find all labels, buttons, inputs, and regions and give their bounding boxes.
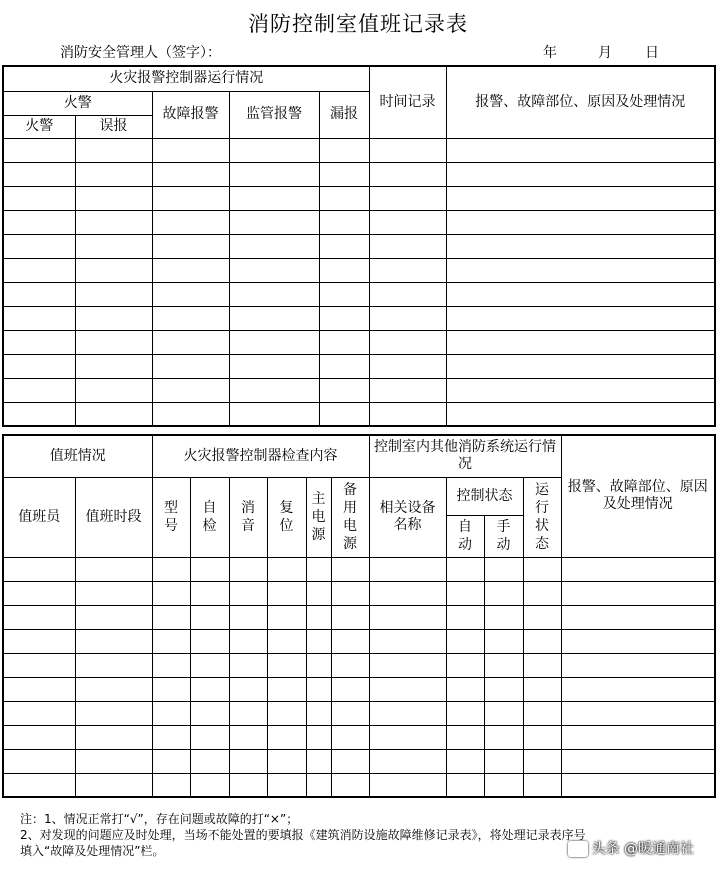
entry-cell[interactable] bbox=[3, 138, 75, 162]
entry-cell[interactable] bbox=[369, 653, 446, 677]
entry-cell[interactable] bbox=[152, 306, 229, 330]
entry-cell[interactable] bbox=[229, 725, 267, 749]
entry-cell[interactable] bbox=[3, 378, 75, 402]
table-row bbox=[3, 282, 715, 306]
entry-cell[interactable] bbox=[229, 581, 267, 605]
entry-cell[interactable] bbox=[446, 234, 715, 258]
entry-cell[interactable] bbox=[523, 557, 561, 581]
entry-cell[interactable] bbox=[229, 354, 319, 378]
entry-cell[interactable] bbox=[152, 378, 229, 402]
entry-cell[interactable] bbox=[75, 378, 152, 402]
entry-cell[interactable] bbox=[3, 234, 75, 258]
entry-cell[interactable] bbox=[369, 234, 446, 258]
entry-cell[interactable] bbox=[152, 725, 190, 749]
entry-cell[interactable] bbox=[229, 557, 267, 581]
entry-cell[interactable] bbox=[561, 749, 715, 773]
entry-cell[interactable] bbox=[75, 677, 152, 701]
entry-cell[interactable] bbox=[523, 701, 561, 725]
backup-power-header: 备用电源 bbox=[331, 477, 369, 557]
entry-cell[interactable] bbox=[3, 210, 75, 234]
table-row bbox=[3, 653, 715, 677]
entry-cell[interactable] bbox=[152, 210, 229, 234]
entry-cell[interactable] bbox=[306, 677, 331, 701]
entry-cell[interactable] bbox=[267, 773, 306, 797]
table-row bbox=[3, 354, 715, 378]
entry-cell[interactable] bbox=[152, 677, 190, 701]
entry-cell[interactable] bbox=[561, 701, 715, 725]
entry-cell[interactable] bbox=[561, 581, 715, 605]
entry-cell[interactable] bbox=[3, 677, 75, 701]
entry-cell[interactable] bbox=[484, 581, 523, 605]
note-line-3: 填入“故障及处理情况”栏。 bbox=[20, 844, 165, 858]
entry-cell[interactable] bbox=[446, 773, 484, 797]
entry-cell[interactable] bbox=[369, 378, 446, 402]
entry-cell[interactable] bbox=[190, 629, 229, 653]
run-state-header: 运行状态 bbox=[523, 477, 561, 557]
entry-cell[interactable] bbox=[446, 186, 715, 210]
manual-header: 手动 bbox=[484, 515, 523, 557]
entry-cell[interactable] bbox=[331, 725, 369, 749]
inspection-header: 火灾报警控制器检查内容 bbox=[152, 435, 369, 477]
entry-cell[interactable] bbox=[3, 354, 75, 378]
model-header: 型号 bbox=[152, 477, 190, 557]
reset-header: 复位 bbox=[267, 477, 306, 557]
table-row bbox=[3, 677, 715, 701]
entry-cell[interactable] bbox=[75, 306, 152, 330]
entry-cell[interactable] bbox=[369, 557, 446, 581]
entry-cell[interactable] bbox=[319, 354, 369, 378]
entry-cell[interactable] bbox=[3, 402, 75, 426]
entry-cell[interactable] bbox=[523, 749, 561, 773]
table-row bbox=[3, 378, 715, 402]
entry-cell[interactable] bbox=[446, 354, 715, 378]
entry-cell[interactable] bbox=[446, 330, 715, 354]
handling-header: 报警、故障部位、原因及处理情况 bbox=[446, 66, 715, 138]
entry-cell[interactable] bbox=[267, 605, 306, 629]
entry-cell[interactable] bbox=[75, 234, 152, 258]
entry-cell[interactable] bbox=[190, 653, 229, 677]
supervisory-alarm-header: 监管报警 bbox=[229, 91, 319, 138]
entry-cell[interactable] bbox=[229, 138, 319, 162]
table-row bbox=[3, 402, 715, 426]
entry-cell[interactable] bbox=[152, 162, 229, 186]
entry-cell[interactable] bbox=[306, 581, 331, 605]
entry-cell[interactable] bbox=[75, 330, 152, 354]
entry-cell[interactable] bbox=[75, 725, 152, 749]
entry-cell[interactable] bbox=[369, 306, 446, 330]
entry-cell[interactable] bbox=[369, 677, 446, 701]
entry-cell[interactable] bbox=[229, 282, 319, 306]
duty-inspection-table bbox=[2, 434, 716, 798]
silence-header: 消音 bbox=[229, 477, 267, 557]
entry-cell[interactable] bbox=[331, 749, 369, 773]
entry-cell[interactable] bbox=[152, 701, 190, 725]
entry-cell[interactable] bbox=[229, 186, 319, 210]
entry-cell[interactable] bbox=[446, 629, 484, 653]
fault-alarm-header: 故障报警 bbox=[152, 91, 229, 138]
entry-cell[interactable] bbox=[75, 581, 152, 605]
entry-cell[interactable] bbox=[331, 629, 369, 653]
entry-cell[interactable] bbox=[446, 605, 484, 629]
entry-cell[interactable] bbox=[75, 773, 152, 797]
entry-cell[interactable] bbox=[3, 330, 75, 354]
entry-cell[interactable] bbox=[306, 749, 331, 773]
entry-cell[interactable] bbox=[446, 378, 715, 402]
entry-cell[interactable] bbox=[152, 749, 190, 773]
entry-cell[interactable] bbox=[369, 162, 446, 186]
entry-cell[interactable] bbox=[446, 581, 484, 605]
table-row bbox=[3, 629, 715, 653]
table-row bbox=[3, 210, 715, 234]
entry-cell[interactable] bbox=[523, 581, 561, 605]
entry-cell[interactable] bbox=[446, 306, 715, 330]
entry-cell[interactable] bbox=[306, 629, 331, 653]
entry-cell[interactable] bbox=[190, 677, 229, 701]
entry-cell[interactable] bbox=[3, 282, 75, 306]
entry-cell[interactable] bbox=[190, 557, 229, 581]
entry-cell[interactable] bbox=[319, 378, 369, 402]
entry-cell[interactable] bbox=[152, 653, 190, 677]
date-day-label: 日 bbox=[645, 45, 659, 61]
entry-cell[interactable] bbox=[190, 773, 229, 797]
entry-cell[interactable] bbox=[75, 605, 152, 629]
entry-cell[interactable] bbox=[75, 186, 152, 210]
table-row bbox=[3, 186, 715, 210]
entry-cell[interactable] bbox=[3, 629, 75, 653]
entry-cell[interactable] bbox=[267, 557, 306, 581]
entry-cell[interactable] bbox=[306, 725, 331, 749]
entry-cell[interactable] bbox=[75, 282, 152, 306]
entry-cell[interactable] bbox=[523, 653, 561, 677]
entry-cell[interactable] bbox=[446, 258, 715, 282]
entry-cell[interactable] bbox=[267, 677, 306, 701]
entry-cell[interactable] bbox=[319, 234, 369, 258]
entry-cell[interactable] bbox=[561, 557, 715, 581]
entry-cell[interactable] bbox=[229, 701, 267, 725]
entry-cell[interactable] bbox=[152, 581, 190, 605]
main-power-header: 主电源 bbox=[306, 477, 331, 557]
entry-cell[interactable] bbox=[369, 773, 446, 797]
entry-cell[interactable] bbox=[319, 258, 369, 282]
entry-cell[interactable] bbox=[75, 138, 152, 162]
entry-cell[interactable] bbox=[229, 306, 319, 330]
table-row bbox=[3, 773, 715, 797]
entry-cell[interactable] bbox=[561, 677, 715, 701]
control-state-header: 控制状态 bbox=[446, 477, 523, 515]
entry-cell[interactable] bbox=[3, 162, 75, 186]
table-row bbox=[3, 138, 715, 162]
entry-cell[interactable] bbox=[484, 557, 523, 581]
table-row bbox=[3, 557, 715, 581]
entry-cell[interactable] bbox=[75, 653, 152, 677]
entry-cell[interactable] bbox=[446, 653, 484, 677]
entry-cell[interactable] bbox=[306, 557, 331, 581]
entry-cell[interactable] bbox=[190, 725, 229, 749]
entry-cell[interactable] bbox=[369, 330, 446, 354]
entry-cell[interactable] bbox=[229, 234, 319, 258]
entry-cell[interactable] bbox=[3, 306, 75, 330]
handling-header-2: 报警、故障部位、原因及处理情况 bbox=[561, 435, 715, 557]
entry-cell[interactable] bbox=[484, 749, 523, 773]
entry-cell[interactable] bbox=[319, 282, 369, 306]
table-row bbox=[3, 258, 715, 282]
entry-cell[interactable] bbox=[446, 749, 484, 773]
entry-cell[interactable] bbox=[484, 605, 523, 629]
entry-cell[interactable] bbox=[229, 749, 267, 773]
entry-cell[interactable] bbox=[523, 773, 561, 797]
entry-cell[interactable] bbox=[319, 162, 369, 186]
entry-cell[interactable] bbox=[3, 581, 75, 605]
note-line-1: 注：1、情况正常打“√”，存在问题或故障的打“×”； bbox=[20, 812, 299, 826]
entry-cell[interactable] bbox=[561, 605, 715, 629]
entry-cell[interactable] bbox=[152, 354, 229, 378]
entry-cell[interactable] bbox=[446, 701, 484, 725]
entry-cell[interactable] bbox=[331, 701, 369, 725]
entry-cell[interactable] bbox=[369, 258, 446, 282]
table-row bbox=[3, 330, 715, 354]
entry-cell[interactable] bbox=[369, 749, 446, 773]
entry-cell[interactable] bbox=[369, 210, 446, 234]
entry-cell[interactable] bbox=[229, 629, 267, 653]
entry-cell[interactable] bbox=[152, 557, 190, 581]
entry-cell[interactable] bbox=[229, 653, 267, 677]
watermark: 头条 @暖通南社 bbox=[568, 838, 694, 858]
entry-cell[interactable] bbox=[190, 701, 229, 725]
entry-cell[interactable] bbox=[3, 186, 75, 210]
table-row bbox=[3, 605, 715, 629]
entry-cell[interactable] bbox=[152, 282, 229, 306]
table-row bbox=[3, 162, 715, 186]
other-systems-header: 控制室内其他消防系统运行情况 bbox=[369, 435, 561, 477]
entry-cell[interactable] bbox=[369, 186, 446, 210]
entry-cell[interactable] bbox=[369, 701, 446, 725]
entry-cell[interactable] bbox=[319, 330, 369, 354]
entry-cell[interactable] bbox=[369, 138, 446, 162]
entry-cell[interactable] bbox=[446, 282, 715, 306]
entry-cell[interactable] bbox=[523, 605, 561, 629]
entry-cell[interactable] bbox=[152, 629, 190, 653]
duty-officer-header: 值班员 bbox=[3, 477, 75, 557]
auto-header: 自动 bbox=[446, 515, 484, 557]
false-alarm-header: 误报 bbox=[75, 115, 152, 138]
entry-cell[interactable] bbox=[331, 773, 369, 797]
entry-cell[interactable] bbox=[152, 258, 229, 282]
entry-cell[interactable] bbox=[229, 258, 319, 282]
entry-cell[interactable] bbox=[3, 725, 75, 749]
duty-period-header: 值班时段 bbox=[75, 477, 152, 557]
table-row bbox=[3, 234, 715, 258]
entry-cell[interactable] bbox=[190, 605, 229, 629]
table-row bbox=[3, 581, 715, 605]
entry-cell[interactable] bbox=[152, 186, 229, 210]
entry-cell[interactable] bbox=[152, 138, 229, 162]
entry-cell[interactable] bbox=[190, 581, 229, 605]
entry-cell[interactable] bbox=[369, 402, 446, 426]
controller-operation-table bbox=[2, 65, 716, 427]
table-row bbox=[3, 749, 715, 773]
table-row bbox=[3, 725, 715, 749]
entry-cell[interactable] bbox=[369, 354, 446, 378]
entry-cell[interactable] bbox=[319, 186, 369, 210]
entry-cell[interactable] bbox=[75, 210, 152, 234]
form-title: 消防控制室值班记录表 bbox=[248, 12, 468, 36]
entry-cell[interactable] bbox=[369, 725, 446, 749]
entry-cell[interactable] bbox=[306, 605, 331, 629]
entry-cell[interactable] bbox=[306, 773, 331, 797]
entry-cell[interactable] bbox=[3, 749, 75, 773]
entry-cell[interactable] bbox=[523, 629, 561, 653]
fire-alarm-group-header: 火警 bbox=[3, 91, 152, 115]
entry-cell[interactable] bbox=[446, 725, 484, 749]
entry-cell[interactable] bbox=[319, 402, 369, 426]
entry-cell[interactable] bbox=[331, 677, 369, 701]
self-check-header: 自检 bbox=[190, 477, 229, 557]
entry-cell[interactable] bbox=[75, 749, 152, 773]
entry-cell[interactable] bbox=[446, 557, 484, 581]
entry-cell[interactable] bbox=[331, 653, 369, 677]
entry-cell[interactable] bbox=[75, 402, 152, 426]
entry-cell[interactable] bbox=[3, 258, 75, 282]
date-year-label: 年 bbox=[543, 45, 557, 61]
entry-cell[interactable] bbox=[152, 773, 190, 797]
entry-cell[interactable] bbox=[306, 701, 331, 725]
entry-cell[interactable] bbox=[3, 653, 75, 677]
entry-cell[interactable] bbox=[319, 306, 369, 330]
manager-signature-label: 消防安全管理人（签字）： bbox=[60, 45, 221, 61]
entry-cell[interactable] bbox=[229, 605, 267, 629]
entry-cell[interactable] bbox=[561, 629, 715, 653]
entry-cell[interactable] bbox=[484, 677, 523, 701]
entry-cell[interactable] bbox=[267, 629, 306, 653]
entry-cell[interactable] bbox=[75, 629, 152, 653]
entry-cell[interactable] bbox=[561, 653, 715, 677]
entry-cell[interactable] bbox=[152, 605, 190, 629]
entry-cell[interactable] bbox=[267, 725, 306, 749]
controller-operation-header: 火灾报警控制器运行情况 bbox=[3, 66, 369, 91]
entry-cell[interactable] bbox=[523, 725, 561, 749]
notes bbox=[20, 811, 586, 859]
entry-cell[interactable] bbox=[229, 378, 319, 402]
entry-cell[interactable] bbox=[331, 605, 369, 629]
entry-cell[interactable] bbox=[267, 701, 306, 725]
entry-cell[interactable] bbox=[75, 557, 152, 581]
entry-cell[interactable] bbox=[3, 605, 75, 629]
entry-cell[interactable] bbox=[3, 773, 75, 797]
entry-cell[interactable] bbox=[319, 210, 369, 234]
entry-cell[interactable] bbox=[446, 210, 715, 234]
entry-cell[interactable] bbox=[446, 138, 715, 162]
note-line-2: 2、对发现的问题应及时处理，当场不能处置的要填报《建筑消防设施故障维修记录表》，将处理记录表序号 bbox=[20, 828, 586, 842]
entry-cell[interactable] bbox=[3, 557, 75, 581]
table-row bbox=[3, 701, 715, 725]
entry-cell[interactable] bbox=[267, 749, 306, 773]
camera-icon bbox=[568, 841, 588, 857]
entry-cell[interactable] bbox=[331, 581, 369, 605]
entry-cell[interactable] bbox=[369, 282, 446, 306]
duty-header: 值班情况 bbox=[3, 435, 152, 477]
entry-cell[interactable] bbox=[267, 581, 306, 605]
entry-cell[interactable] bbox=[229, 210, 319, 234]
entry-cell[interactable] bbox=[523, 677, 561, 701]
entry-cell[interactable] bbox=[484, 725, 523, 749]
entry-cell[interactable] bbox=[190, 749, 229, 773]
entry-cell[interactable] bbox=[484, 701, 523, 725]
device-name-header: 相关设备名称 bbox=[369, 477, 446, 557]
missed-alarm-header: 漏报 bbox=[319, 91, 369, 138]
entry-cell[interactable] bbox=[229, 162, 319, 186]
entry-cell[interactable] bbox=[152, 330, 229, 354]
entry-cell[interactable] bbox=[267, 653, 306, 677]
entry-cell[interactable] bbox=[369, 605, 446, 629]
entry-cell[interactable] bbox=[561, 725, 715, 749]
entry-cell[interactable] bbox=[369, 629, 446, 653]
entry-cell[interactable] bbox=[75, 258, 152, 282]
entry-cell[interactable] bbox=[369, 581, 446, 605]
entry-cell[interactable] bbox=[152, 234, 229, 258]
entry-cell[interactable] bbox=[229, 402, 319, 426]
table-row bbox=[3, 306, 715, 330]
entry-cell[interactable] bbox=[319, 138, 369, 162]
entry-cell[interactable] bbox=[446, 402, 715, 426]
entry-cell[interactable] bbox=[229, 330, 319, 354]
entry-cell[interactable] bbox=[446, 677, 484, 701]
entry-cell[interactable] bbox=[75, 354, 152, 378]
entry-cell[interactable] bbox=[229, 773, 267, 797]
entry-cell[interactable] bbox=[75, 162, 152, 186]
entry-cell[interactable] bbox=[331, 557, 369, 581]
entry-cell[interactable] bbox=[306, 653, 331, 677]
entry-cell[interactable] bbox=[3, 701, 75, 725]
entry-cell[interactable] bbox=[561, 773, 715, 797]
entry-cell[interactable] bbox=[229, 677, 267, 701]
entry-cell[interactable] bbox=[152, 402, 229, 426]
entry-cell[interactable] bbox=[75, 701, 152, 725]
entry-cell[interactable] bbox=[484, 773, 523, 797]
fire-header: 火警 bbox=[3, 115, 75, 138]
entry-cell[interactable] bbox=[484, 653, 523, 677]
time-record-header: 时间记录 bbox=[369, 66, 446, 138]
entry-cell[interactable] bbox=[484, 629, 523, 653]
entry-cell[interactable] bbox=[446, 162, 715, 186]
date-month-label: 月 bbox=[598, 45, 612, 61]
